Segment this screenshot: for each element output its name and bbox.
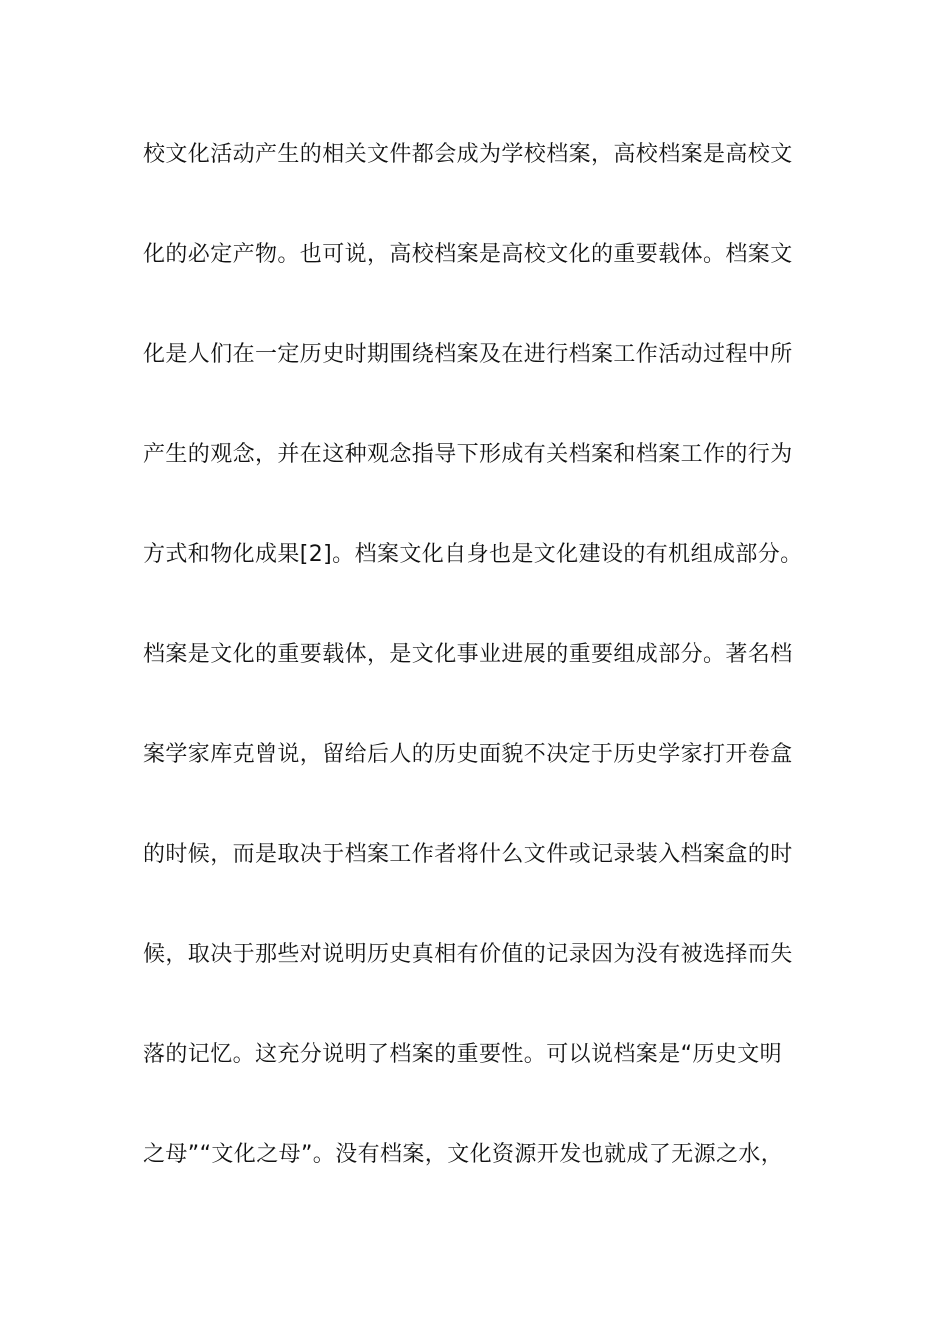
body-text (143, 126, 843, 1226)
text-line: 落的记忆。这充分说明了档案的重要性。可以说档案是“历史文明 (143, 1042, 782, 1067)
text-line: 校文化活动产生的相关文件都会成为学校档案，高校档案是高校文 (143, 142, 793, 167)
text-line: 产生的观念，并在这种观念指导下形成有关档案和档案工作的行为 (143, 442, 793, 467)
text-line: 方式和物化成果[2]。档案文化自身也是文化建设的有机组成部分。 (143, 542, 803, 567)
text-line: 的时候，而是取决于档案工作者将什么文件或记录装入档案盒的时 (143, 842, 793, 867)
text-line: 档案是文化的重要载体，是文化事业进展的重要组成部分。著名档 (143, 642, 793, 667)
text-line: 之母”“文化之母”。没有档案，文化资源开发也就成了无源之水， (143, 1142, 784, 1167)
text-line: 候，取决于那些对说明历史真相有价值的记录因为没有被选择而失 (143, 942, 793, 967)
text-line: 化的必定产物。也可说，高校档案是高校文化的重要载体。档案文 (143, 242, 793, 267)
text-line: 化是人们在一定历史时期围绕档案及在进行档案工作活动过程中所 (143, 342, 793, 367)
text-line: 案学家库克曾说，留给后人的历史面貌不决定于历史学家打开卷盒 (143, 742, 793, 767)
